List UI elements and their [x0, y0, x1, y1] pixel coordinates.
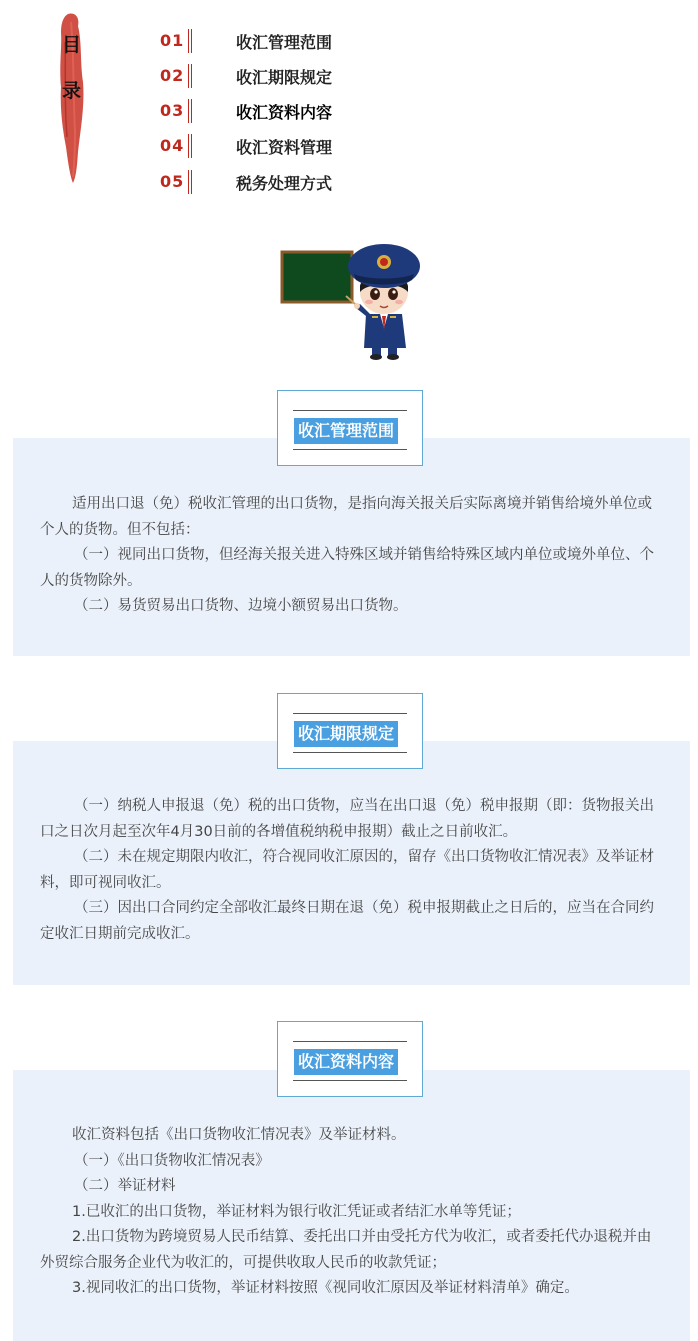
paragraph: 3.视同收汇的出口货物，举证材料按照《视同收汇原因及举证材料清单》确定。: [72, 1280, 579, 1296]
paragraph: （三）因出口合同约定全部收汇最终日期在退（免）税申报期截止之日后的，应当在合同约定收汇日期前完成收汇。: [40, 900, 654, 942]
toc-item-1[interactable]: [0, 29, 698, 55]
toc-label: 收汇期限规定: [236, 68, 333, 87]
section-body: [40, 1123, 664, 1302]
toc-divider: [188, 29, 192, 53]
paragraph: （二）未在规定期限内收汇，符合视同收汇原因的，留存《出口货物收汇情况表》及举证材料，即可视同收汇。: [40, 849, 654, 891]
paragraph: 1.已收汇的出口货物，举证材料为银行收汇凭证或者结汇水单等凭证；: [72, 1203, 521, 1220]
paragraph: （二）易货贸易出口货物、边境小额贸易出口货物。: [74, 598, 408, 614]
paragraph: （一）纳税人申报退（免）税的出口货物，应当在出口退（免）税申报期（即：货物报关出口之日次月起至次年4月30日前的各增值税纳税申报期）截止之日前收汇。: [40, 798, 654, 840]
title-rule-bottom: [293, 752, 407, 753]
toc-item-2[interactable]: [0, 64, 698, 90]
paragraph: 适用出口退（免）税收汇管理的出口货物，是指向海关报关后实际离境并销售给境外单位或个人的货物。但不包括：: [40, 496, 652, 538]
paragraph: （二）举证材料: [74, 1178, 176, 1194]
toc-number: 04: [160, 136, 185, 155]
toc-item-5[interactable]: [0, 170, 698, 196]
toc-divider: [188, 64, 192, 88]
section-body: [40, 794, 664, 947]
toc-number: 01: [160, 31, 185, 50]
section-title: 收汇期限规定: [294, 721, 398, 747]
toc-divider: [188, 134, 192, 158]
toc-divider: [188, 170, 192, 194]
section-title-frame: [277, 390, 423, 466]
toc-title-char-1: 目: [62, 34, 82, 56]
toc-number: 05: [160, 172, 185, 191]
toc-label: 收汇资料管理: [236, 138, 333, 157]
toc-divider: [188, 99, 192, 123]
toc-title-char-2: 录: [62, 80, 82, 102]
title-rule-bottom: [293, 1080, 407, 1081]
toc-label: 税务处理方式: [236, 174, 333, 193]
toc-number: 03: [160, 101, 185, 120]
title-rule-top: [293, 1041, 407, 1042]
title-rule-bottom: [293, 449, 407, 450]
table-of-contents: [0, 0, 698, 215]
toc-item-4[interactable]: [0, 134, 698, 160]
toc-item-3[interactable]: [0, 99, 698, 125]
toc-label: 收汇管理范围: [236, 33, 333, 52]
paragraph: （一）《出口货物收汇情况表》: [74, 1152, 270, 1169]
toc-number: 02: [160, 66, 185, 85]
title-rule-top: [293, 410, 407, 411]
section-title-frame: [277, 1021, 423, 1097]
section-title: 收汇资料内容: [294, 1049, 398, 1075]
section-title: 收汇管理范围: [294, 418, 398, 444]
section-title-frame: [277, 693, 423, 769]
toc-label: 收汇资料内容: [236, 103, 333, 122]
title-rule-top: [293, 713, 407, 714]
paragraph: （一）视同出口货物，但经海关报关进入特殊区域并销售给特殊区域内单位或境外单位、个人的货物除外。: [40, 547, 654, 589]
section-body: [40, 492, 664, 620]
tax-officer-mascot-illustration: [280, 236, 430, 361]
paragraph: 收汇资料包括《出口货物收汇情况表》及举证材料。: [72, 1127, 406, 1143]
paragraph: 2.出口货物为跨境贸易人民币结算、委托出口并由受托方代为收汇，或者委托代办退税并由外贸综合服务企业代为收汇的，可提供收取人民币的收款凭证；: [40, 1229, 652, 1271]
